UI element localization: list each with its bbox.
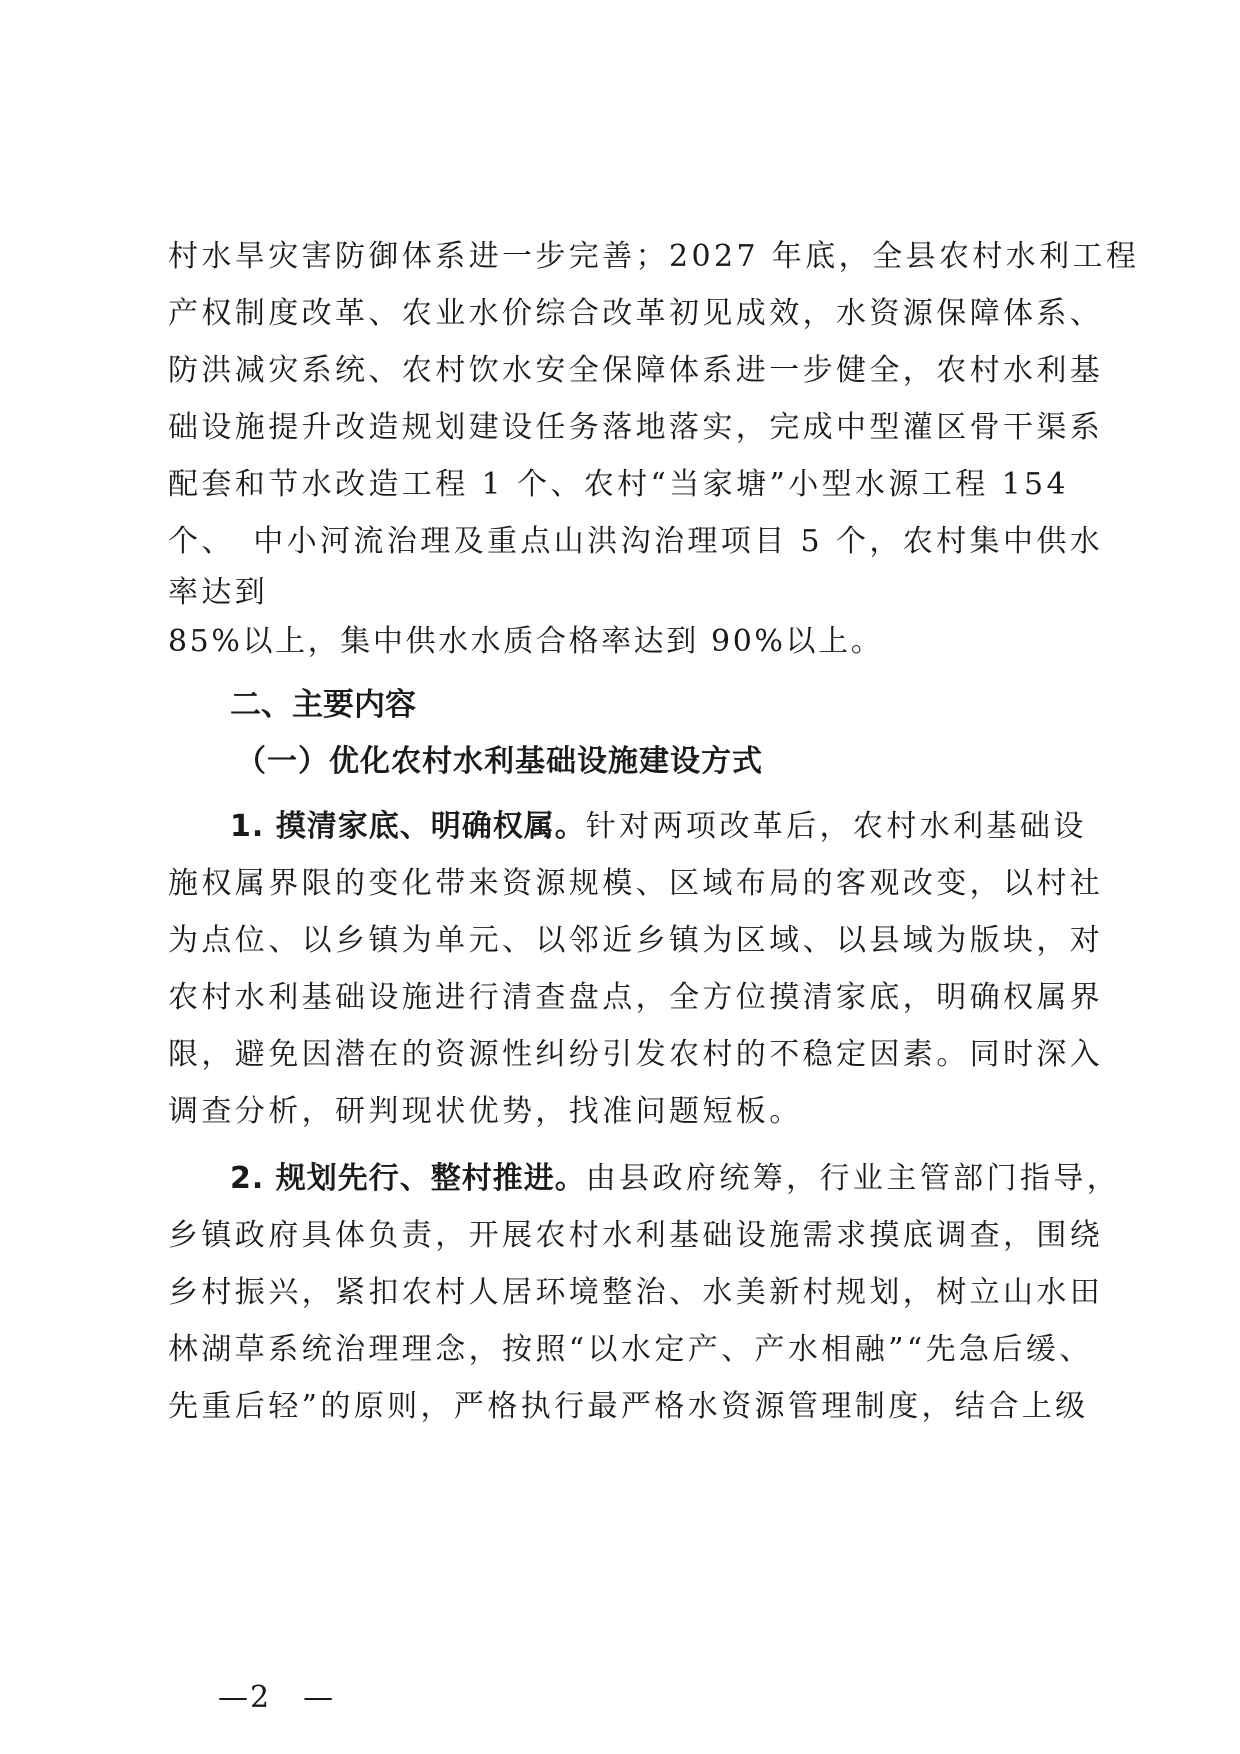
item2-line-1	[230, 1159, 1120, 1199]
para1-line-4: 础设施提升改造规划建设任务落地落实，完成中型灌区骨干渠系	[168, 410, 1104, 445]
section-heading: 二、主要内容	[230, 687, 416, 723]
item2-line-2: 乡镇政府具体负责，开展农村水利基础设施需求摸底调查，围绕	[168, 1218, 1104, 1253]
item1-lead: 1. 摸清家底、明确权属。	[230, 809, 586, 844]
para1-line-7: 率达到	[168, 575, 269, 610]
item1-line-5: 限，避免因潜在的资源性纠纷引发农村的不稳定因素。同时深入	[168, 1037, 1104, 1072]
item1-line-1	[230, 807, 1087, 847]
item2-line-1-text: 由县政府统筹，行业主管部门指导，	[585, 1161, 1121, 1196]
item2-line-4: 林湖草系统治理理念，按照“以水定产、产水相融”“先急后缓、	[168, 1332, 1093, 1367]
item1-line-3: 为点位、以乡镇为单元、以邻近乡镇为区域、以县域为版块，对	[168, 923, 1104, 958]
sub-heading: （一）优化农村水利基础设施建设方式	[236, 744, 763, 779]
para1-line-1: 村水旱灾害防御体系进一步完善；2027 年底，全县农村水利工程	[168, 239, 1140, 274]
item1-line-1-text: 针对两项改革后，农村水利基础设	[585, 809, 1087, 844]
para1-line-2: 产权制度改革、农业水价综合改革初见成效，水资源保障体系、	[168, 296, 1104, 331]
item1-line-4: 农村水利基础设施进行清查盘点，全方位摸清家底，明确权属界	[168, 980, 1104, 1015]
item1-line-2: 施权属界限的变化带来资源规模、区域布局的客观改变，以村社	[168, 866, 1104, 901]
page-number: —2 —	[218, 1680, 336, 1715]
para1-line-3: 防洪减灾系统、农村饮水安全保障体系进一步健全，农村水利基	[168, 353, 1104, 388]
para1-line-6: 个、 中小河流治理及重点山洪沟治理项目 5 个，农村集中供水	[168, 524, 1104, 559]
item1-line-6: 调查分析，研判现状优势，找准问题短板。	[168, 1094, 803, 1129]
para1-line-5: 配套和节水改造工程 1 个、农村“当家塘”小型水源工程 154	[168, 467, 1070, 502]
item2-lead: 2. 规划先行、整村推进。	[230, 1161, 586, 1196]
para1-line-8: 85%以上，集中供水水质合格率达到 90%以上。	[168, 624, 884, 659]
item2-line-3: 乡村振兴，紧扣农村人居环境整治、水美新村规划，树立山水田	[168, 1275, 1104, 1310]
item2-line-5: 先重后轻”的原则，严格执行最严格水资源管理制度，结合上级	[168, 1389, 1089, 1424]
